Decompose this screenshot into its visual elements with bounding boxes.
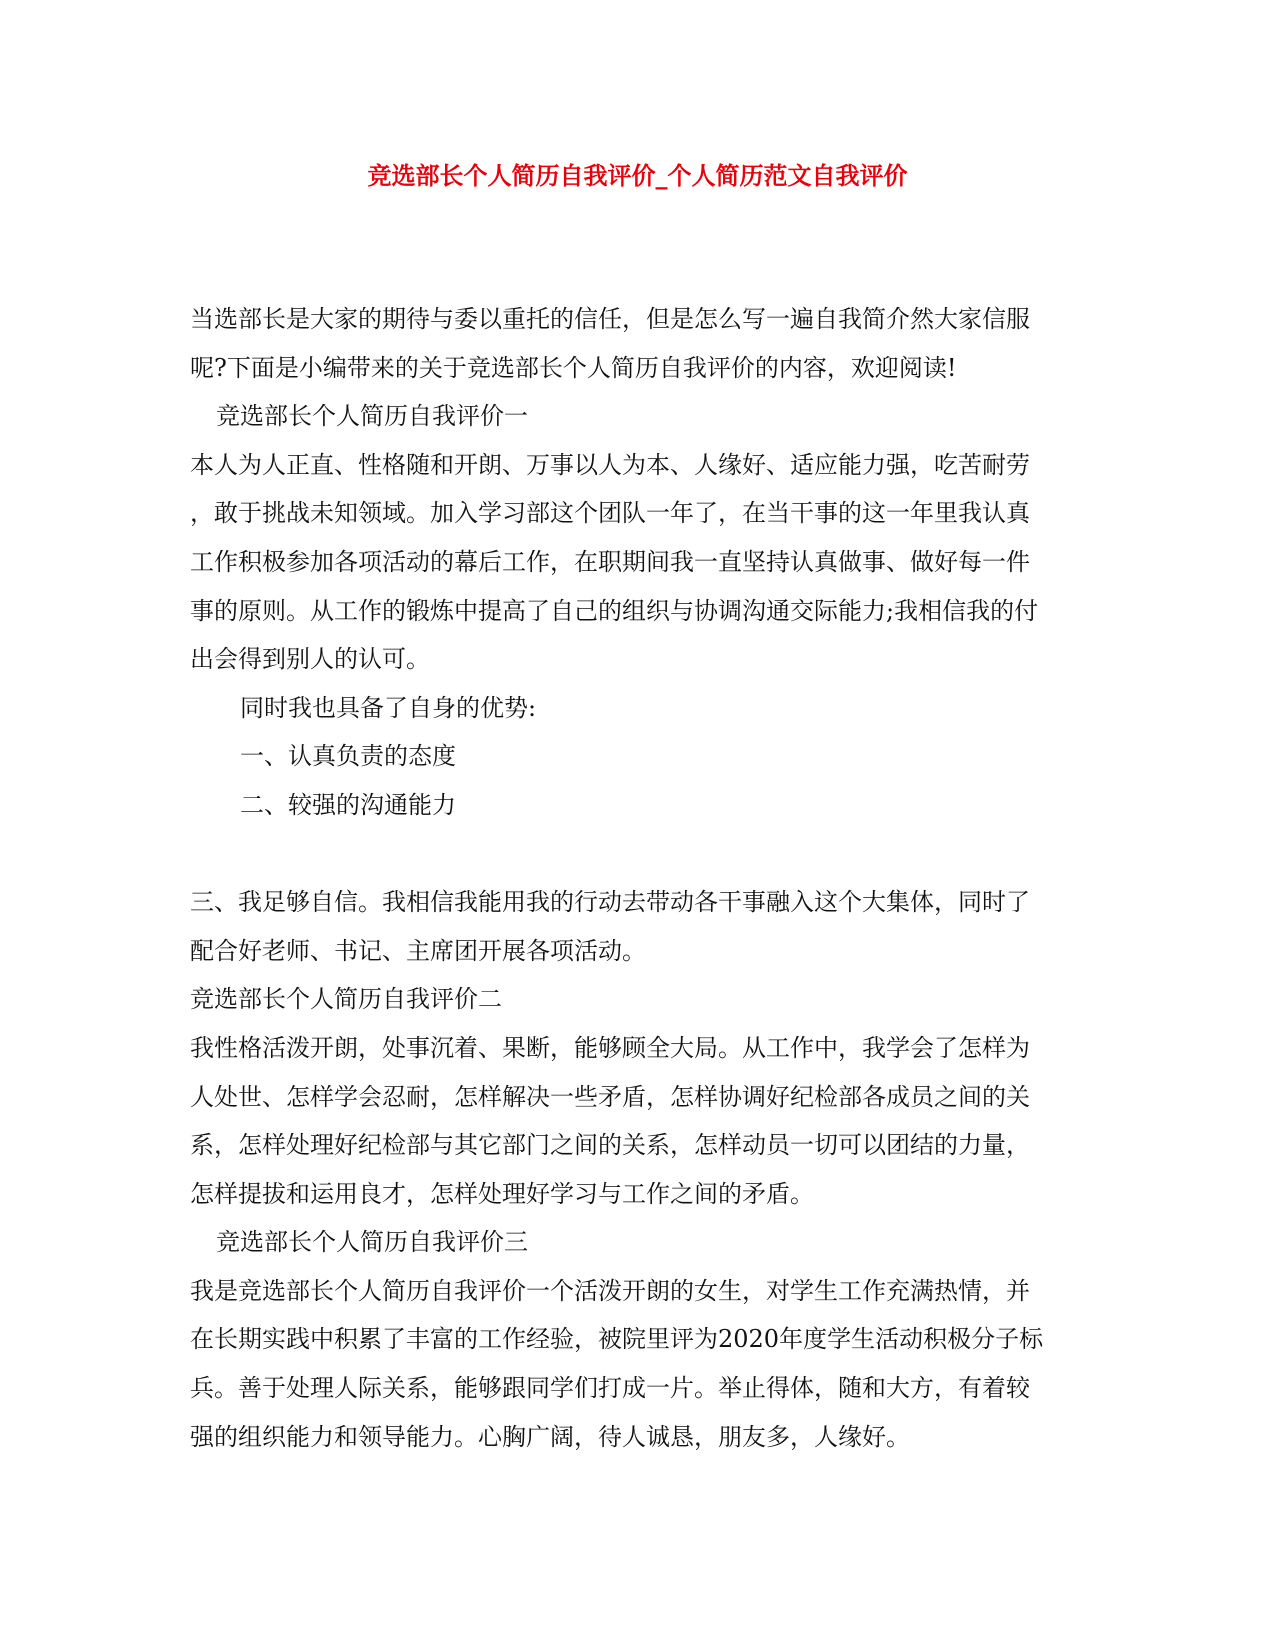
strength-item-3-line-2: 配合好老师、书记、主席团开展各项活动。 bbox=[190, 936, 646, 965]
document-body bbox=[190, 295, 1080, 1461]
section-3-line-4: 强的组织能力和领导能力。心胸广阔，待人诚恳，朋友多，人缘好。 bbox=[190, 1422, 910, 1451]
section-3-line-2: 在长期实践中积累了丰富的工作经验，被院里评为2020年度学生活动积极分子标 bbox=[190, 1325, 1044, 1354]
intro-line-1: 当选部长是大家的期待与委以重托的信任，但是怎么写一遍自我简介然大家信服 bbox=[190, 305, 1030, 333]
section-1-line-3: 工作积极参加各项活动的幕后工作，在职期间我一直坚持认真做事、做好每一件 bbox=[190, 547, 1030, 576]
section-2-line-3: 系，怎样处理好纪检部与其它部门之间的关系，怎样动员一切可以团结的力量， bbox=[190, 1131, 1030, 1160]
section-2-line-4: 怎样提拔和运用良才，怎样处理好学习与工作之间的矛盾。 bbox=[190, 1179, 814, 1208]
strength-item-1: 一、认真负责的态度 bbox=[240, 742, 456, 771]
strengths-intro: 同时我也具备了自身的优势: bbox=[240, 693, 537, 722]
section-heading-1: 竞选部长个人简历自我评价一 bbox=[216, 402, 528, 431]
section-heading-2: 竞选部长个人简历自我评价二 bbox=[190, 985, 502, 1014]
strength-item-2: 二、较强的沟通能力 bbox=[240, 790, 456, 819]
section-3-line-3: 兵。善于处理人际关系，能够跟同学们打成一片。举止得体，随和大方，有着较 bbox=[190, 1374, 1030, 1403]
section-1-line-1: 本人为人正直、性格随和开朗、万事以人为本、人缘好、适应能力强，吃苦耐劳 bbox=[190, 450, 1030, 479]
paragraph-gap bbox=[190, 830, 1080, 879]
section-1-line-5: 出会得到别人的认可。 bbox=[190, 645, 430, 674]
section-2-line-1: 我性格活泼开朗，处事沉着、果断，能够顾全大局。从工作中，我学会了怎样为 bbox=[190, 1033, 1030, 1062]
intro-line-2: 呢?下面是小编带来的关于竞选部长个人简历自我评价的内容，欢迎阅读! bbox=[190, 353, 957, 382]
document-title: 竞选部长个人简历自我评价_个人简历范文自我评价 bbox=[367, 161, 908, 190]
section-1-line-4: 事的原则。从工作的锻炼中提高了自己的组织与协调沟通交际能力;我相信我的付 bbox=[190, 596, 1039, 625]
section-heading-3: 竞选部长个人简历自我评价三 bbox=[216, 1228, 528, 1257]
section-3-line-1: 我是竞选部长个人简历自我评价一个活泼开朗的女生，对学生工作充满热情，并 bbox=[190, 1276, 1030, 1305]
strength-item-3-line-1: 三、我足够自信。我相信我能用我的行动去带动各干事融入这个大集体，同时了 bbox=[190, 888, 1030, 917]
section-1-line-2: ，敢于挑战未知领域。加入学习部这个团队一年了，在当干事的这一年里我认真 bbox=[190, 499, 1030, 528]
section-2-line-2: 人处世、怎样学会忍耐，怎样解决一些矛盾，怎样协调好纪检部各成员之间的关 bbox=[190, 1082, 1030, 1111]
